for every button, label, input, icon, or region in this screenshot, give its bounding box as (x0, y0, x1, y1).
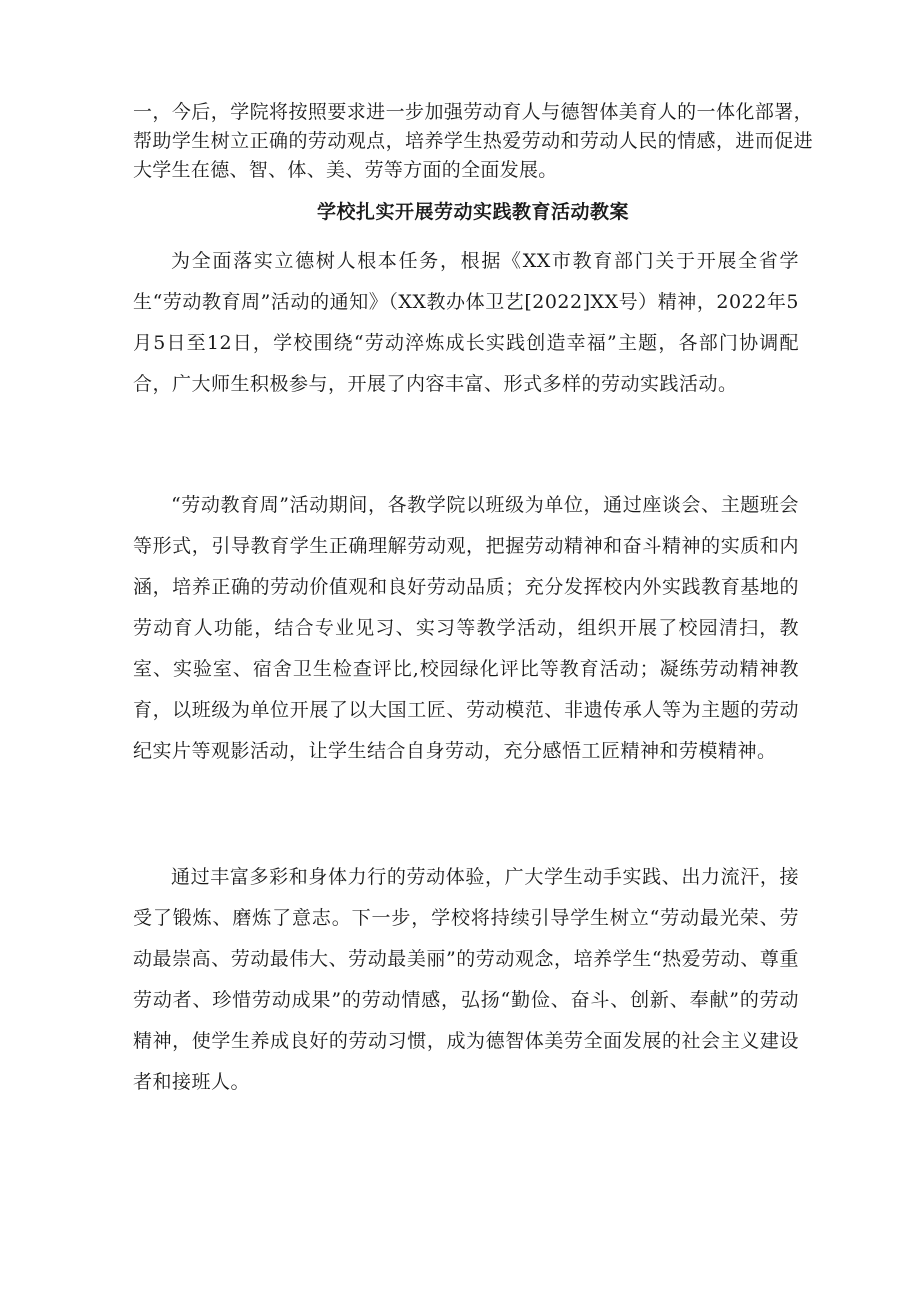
document-title: 学校扎实开展劳动实践教育活动教案 (316, 201, 629, 223)
body-paragraph-2: “劳动教育周”活动期间，各教学院以班级为单位，通过座谈会、主题班会等形式，引导教育学生正确理解劳动观，把握劳动精神和奋斗精神的实质和内涵，培养正确的劳动价值观和良好劳动品质；充分发挥校内外实践教育基地的劳动育人功能，结合专业见习、实习等教学活动，组织开展了校园清扫，教室、实验室、宿舍卫生检查评比,校园绿化评比等教育活动；凝练劳动精神教育，以班级为单位开展了以大国工匠、劳动模范、非遗传承人等为主题的劳动纪实片等观影活动，让学生结合自身劳动，充分感悟工匠精神和劳模精神。 (133, 494, 799, 762)
body-paragraph-3: 通过丰富多彩和身体力行的劳动体验，广大学生动手实践、出力流汗，接受了锻炼、磨炼了意志。下一步，学校将持续引导学生树立“劳动最光荣、劳动最崇高、劳动最伟大、劳动最美丽”的劳动观念，培养学生“热爱劳动、尊重劳动者、珍惜劳动成果”的劳动情感，弘扬“勤俭、奋斗、创新、奉献”的劳动精神，使学生养成良好的劳动习惯，成为德智体美劳全面发展的社会主义建设者和接班人。 (133, 866, 799, 1093)
body-paragraph-1: 为全面落实立德树人根本任务，根据《XX市教育部门关于开展全省学生“劳动教育周”活动的通知》（XX教办体卫艺[2022]XX号）精神，2022年5月5日至12日，学校围绕“劳动淬炼成长实践创造幸福”主题，各部门协调配合，广大师生积极参与，开展了内容丰富、形式多样的劳动实践活动。 (133, 250, 799, 395)
lead-paragraph: 一，今后，学院将按照要求进一步加强劳动育人与德智体美育人的一体化部署，帮助学生树立正确的劳动观点，培养学生热爱劳动和劳动人民的情感，进而促进大学生在德、智、体、美、劳等方面的全面发展。 (133, 101, 813, 181)
